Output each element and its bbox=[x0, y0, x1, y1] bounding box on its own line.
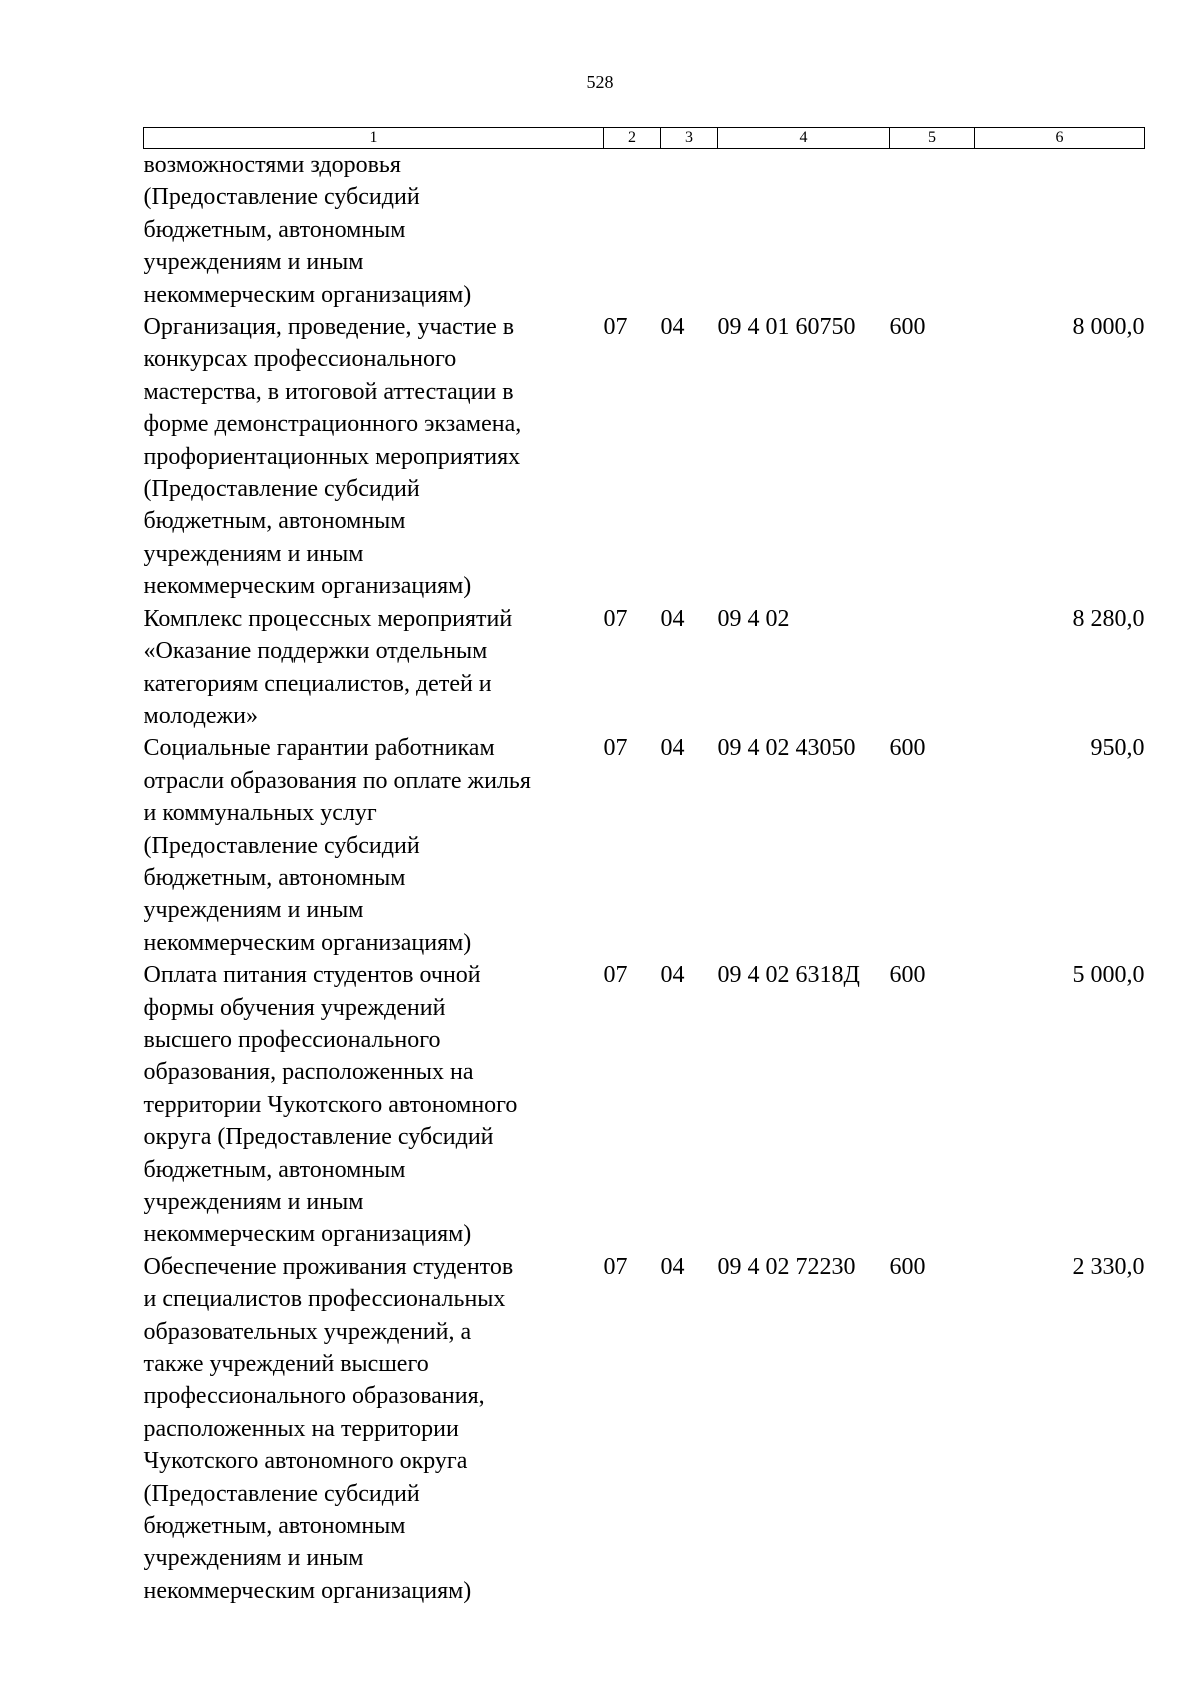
row-subsection: 04 bbox=[660, 962, 685, 989]
row-name: Оплата питания студентов очной формы обучения учреждений высшего профессионального образования, расположенных на территории Чукотского автономного округа (Предоставление субсидий бюджетным, автономным учреждениям и иным некоммерческим организациям) bbox=[143, 962, 518, 1248]
row-section: 07 bbox=[603, 314, 628, 341]
row-section: 07 bbox=[603, 605, 628, 632]
row-name: Обеспечение проживания студентов и специалистов профессиональных образовательных учреждений, а также учреждений высшего профессионального образования, расположенных на территории Чукотского автономного округа (Предоставление субсидий бюджетным, автономным учреждениям и иным некоммерческим организациям) bbox=[143, 1253, 514, 1604]
table-header-row bbox=[144, 128, 1145, 149]
row-amount: 8 000,0 bbox=[1072, 314, 1145, 341]
page-number: 528 bbox=[586, 72, 614, 92]
row-target-code bbox=[718, 149, 890, 312]
row-target-code: 09 4 02 bbox=[717, 605, 790, 632]
row-target-code: 09 4 01 60750 bbox=[717, 314, 856, 341]
budget-table bbox=[143, 127, 1145, 1607]
row-expense-type: 600 bbox=[889, 962, 926, 989]
row-subsection: 04 bbox=[660, 735, 685, 762]
column-header-5: 5 bbox=[890, 128, 975, 149]
row-expense-type bbox=[890, 149, 975, 312]
column-header-3: 3 bbox=[661, 128, 718, 149]
row-expense-type: 600 bbox=[889, 314, 926, 341]
column-header-4: 4 bbox=[718, 128, 890, 149]
table-row bbox=[144, 603, 1145, 733]
row-subsection: 04 bbox=[660, 1253, 685, 1280]
row-subsection: 04 bbox=[660, 314, 685, 341]
table-row bbox=[144, 1251, 1145, 1607]
table-row bbox=[144, 959, 1145, 1251]
row-subsection: 04 bbox=[660, 605, 685, 632]
row-target-code: 09 4 02 6318Д bbox=[717, 962, 860, 989]
column-header-1: 1 bbox=[144, 128, 604, 149]
table-header bbox=[144, 128, 1145, 149]
row-section bbox=[604, 149, 661, 312]
row-section: 07 bbox=[603, 735, 628, 762]
table-row bbox=[144, 311, 1145, 603]
row-expense-type bbox=[890, 603, 975, 733]
row-subsection bbox=[661, 149, 718, 312]
row-section: 07 bbox=[603, 962, 628, 989]
row-name: Социальные гарантии работникам отрасли образования по оплате жилья и коммунальных услуг (Предоставление субсидий бюджетным, автономным учреждениям и иным некоммерческим организациям) bbox=[143, 735, 531, 956]
table-body bbox=[144, 149, 1145, 1608]
row-name: Комплекс процессных мероприятий «Оказание поддержки отдельным категориям специалистов, детей и молодежи» bbox=[143, 605, 513, 729]
row-target-code: 09 4 02 43050 bbox=[717, 735, 856, 762]
row-amount bbox=[975, 149, 1145, 312]
row-amount: 8 280,0 bbox=[1072, 605, 1145, 632]
row-expense-type: 600 bbox=[889, 735, 926, 762]
table-row bbox=[144, 732, 1145, 959]
row-name: возможностями здоровья (Предоставление субсидий бюджетным, автономным учреждениям и иным некоммерческим организациям) bbox=[143, 152, 472, 308]
row-name: Организация, проведение, участие в конкурсах профессионального мастерства, в итоговой аттестации в форме демонстрационного экзамена, профориентационных мероприятиях (Предоставление субсидий бюджетным, автономным учреждениям и иным некоммерческим организациям) bbox=[143, 314, 522, 600]
row-target-code: 09 4 02 72230 bbox=[717, 1253, 856, 1280]
row-amount: 5 000,0 bbox=[1072, 962, 1145, 989]
row-amount: 2 330,0 bbox=[1072, 1253, 1145, 1280]
row-section: 07 bbox=[603, 1253, 628, 1280]
table-row bbox=[144, 149, 1145, 312]
column-header-2: 2 bbox=[604, 128, 661, 149]
row-expense-type: 600 bbox=[889, 1253, 926, 1280]
column-header-6: 6 bbox=[975, 128, 1145, 149]
row-amount: 950,0 bbox=[1090, 735, 1145, 762]
